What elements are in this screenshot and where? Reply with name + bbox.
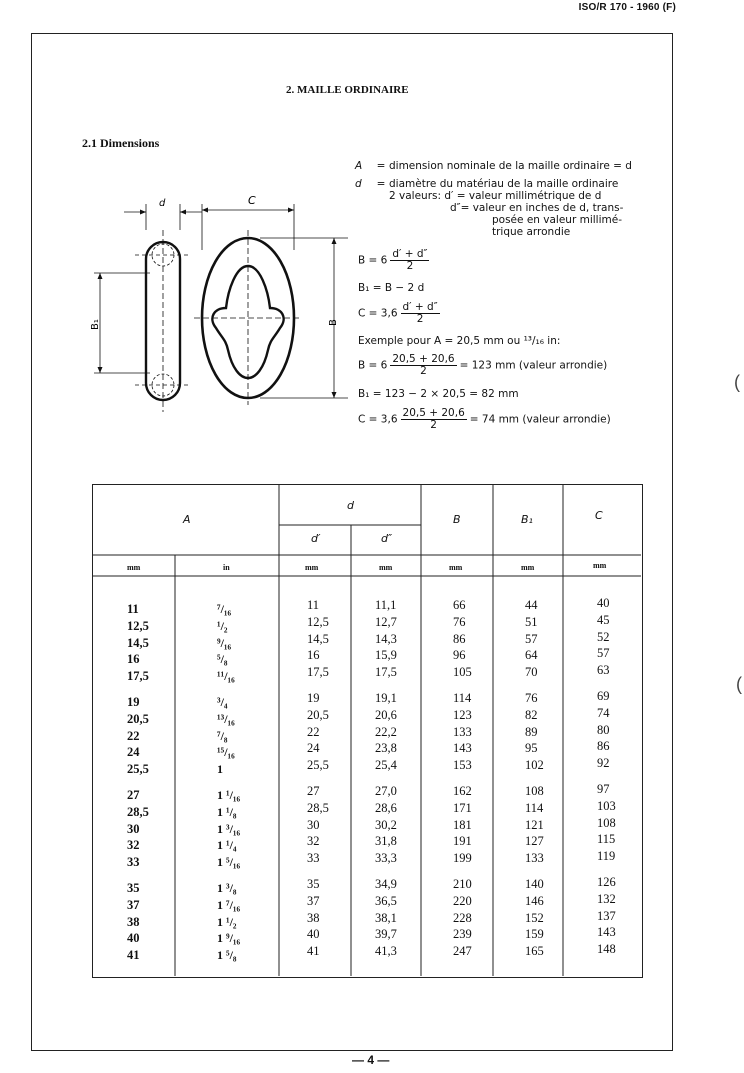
- table-cell: 40: [127, 931, 140, 946]
- punch-hole-mark-bottom: (: [736, 674, 742, 694]
- table-cell: 108: [597, 815, 616, 830]
- table-cell: 137: [597, 908, 616, 923]
- table-cell: 37: [127, 897, 140, 912]
- def-d-1: diamètre du matériau de la maille ordinaire: [389, 178, 619, 190]
- table-cell: 23,8: [375, 741, 397, 756]
- unit-ds: mm: [379, 563, 393, 572]
- table-cell: 14,5: [307, 631, 329, 646]
- table-cell: 89: [525, 724, 538, 739]
- table-cell: 16: [307, 648, 320, 663]
- table-cell: 80: [597, 722, 610, 737]
- table-cell: 25,5: [127, 762, 149, 777]
- table-cell: ¹⁵/₁₆: [217, 745, 235, 760]
- table-cell: 1 ⁵/₈: [217, 948, 237, 963]
- table-cell: 30,2: [375, 817, 397, 832]
- table-cell: 34,9: [375, 876, 397, 891]
- table-cell: 1 ⁷/₁₆: [217, 897, 241, 912]
- formula-c-lhs: C = 3,6: [358, 307, 398, 320]
- formula-c-den: 2: [416, 313, 424, 325]
- formula-b-lhs: B = 6: [358, 254, 388, 267]
- table-cell: 20,5: [127, 711, 149, 726]
- table-cell: 20,5: [307, 707, 329, 722]
- label-c: C: [248, 194, 256, 207]
- table-cell: 96: [453, 648, 466, 663]
- header-b: B: [453, 513, 461, 526]
- table-cell: 11,1: [375, 598, 397, 612]
- column-d-second: [375, 597, 397, 969]
- table-cell: 74: [597, 705, 610, 720]
- formula-c-num: d′ + d″: [402, 301, 438, 313]
- unit-a-in: in: [223, 563, 230, 572]
- table-cell: 103: [597, 798, 616, 813]
- table-cell: 38: [127, 914, 140, 929]
- table-cell: 41: [307, 944, 320, 959]
- table-cell: 22,2: [375, 724, 397, 739]
- table-cell: 28,5: [127, 804, 149, 819]
- table-cell: 220: [453, 893, 472, 908]
- table-cell: 15,9: [375, 648, 397, 663]
- table-cell: 25,4: [375, 758, 397, 773]
- table-cell: 14,3: [375, 631, 397, 646]
- example-c-den: 2: [430, 419, 437, 431]
- table-cell: 33: [127, 855, 140, 870]
- table-cell: 143: [597, 925, 616, 940]
- table-cell: 1 ¹/₂: [217, 914, 237, 929]
- table-cell: ¹¹/₁₆: [217, 669, 235, 684]
- table-cell: 114: [525, 800, 544, 815]
- chain-link-diagram: [90, 190, 360, 415]
- table-cell: 247: [453, 944, 472, 959]
- example-c-rhs: = 74 mm (valeur arrondie): [469, 413, 611, 426]
- sym-a: A: [355, 160, 363, 172]
- table-cell: 115: [597, 832, 616, 847]
- table-cell: 25,5: [307, 758, 329, 773]
- table-cell: 22: [127, 728, 140, 743]
- table-cell: 181: [453, 817, 472, 832]
- table-cell: ¹³/₁₆: [217, 711, 235, 726]
- table-cell: 70: [525, 665, 538, 680]
- table-cell: 228: [453, 910, 472, 925]
- table-cell: ⁷/₈: [217, 728, 228, 743]
- page-number: — 4 —: [352, 1053, 390, 1067]
- table-cell: 28,6: [375, 800, 397, 815]
- table-cell: 57: [597, 646, 610, 661]
- dimensions-table: [92, 484, 643, 978]
- example-title: Exemple pour A = 20,5 mm ou ¹³/₁₆ in:: [358, 335, 561, 347]
- def-a: dimension nominale de la maille ordinaire = d: [389, 160, 632, 172]
- table-cell: 121: [525, 817, 544, 832]
- table-cell: 159: [525, 927, 544, 942]
- table-cell: 12,5: [127, 618, 149, 633]
- table-cell: 95: [525, 741, 538, 756]
- table-cell: 146: [525, 893, 544, 908]
- table-cell: ³/₄: [217, 694, 228, 709]
- table-cell: 191: [453, 834, 472, 849]
- table-grid: [93, 485, 641, 976]
- def-d-2: 2 valeurs: d′ = valeur millimétrique de d: [389, 190, 602, 202]
- table-cell: 17,5: [127, 669, 149, 684]
- document-reference: ISO/R 170 - 1960 (F): [578, 2, 676, 13]
- table-cell: 105: [453, 665, 472, 680]
- table-cell: 17,5: [375, 665, 397, 680]
- table-cell: 38: [307, 910, 320, 925]
- def-d-5: trique arrondie: [492, 226, 571, 238]
- table-cell: 165: [525, 944, 544, 959]
- table-cell: 64: [525, 648, 538, 663]
- table-cell: 1 ¹/₁₆: [217, 787, 241, 802]
- table-cell: 1 ¹/₄: [217, 838, 237, 853]
- table-cell: 35: [307, 876, 320, 891]
- column-b1: [525, 597, 544, 969]
- table-cell: 12,5: [307, 614, 329, 629]
- table-cell: 33,3: [375, 851, 397, 866]
- table-cell: 102: [525, 758, 544, 773]
- table-cell: 76: [453, 614, 466, 629]
- table-cell: 17,5: [307, 665, 329, 680]
- table-cell: 123: [453, 707, 472, 722]
- formula-b: [358, 249, 432, 272]
- formula-b-den: 2: [406, 260, 414, 272]
- table-cell: 199: [453, 851, 472, 866]
- table-cell: 66: [453, 598, 466, 612]
- table-cell: 39,7: [375, 927, 397, 942]
- table-cell: 152: [525, 910, 544, 925]
- formula-b1: B₁ = B − 2 d: [358, 282, 425, 294]
- sym-d: d: [355, 178, 362, 190]
- table-cell: 133: [453, 724, 472, 739]
- table-cell: 38,1: [375, 910, 397, 925]
- example-b-num: 20,5 + 20,6: [392, 353, 455, 365]
- header-c: C: [595, 509, 603, 522]
- table-cell: 11: [307, 598, 320, 612]
- unit-c: mm: [593, 561, 607, 570]
- example-b1: B₁ = 123 − 2 × 20,5 = 82 mm: [358, 388, 519, 400]
- column-a-mm: [127, 601, 149, 973]
- column-a-in: [217, 601, 240, 973]
- table-cell: 162: [453, 783, 472, 798]
- table-cell: 1: [217, 762, 223, 777]
- table-cell: 16: [127, 652, 140, 667]
- table-cell: 11: [127, 602, 139, 616]
- table-cell: ⁹/₁₆: [217, 635, 232, 650]
- unit-b1: mm: [521, 563, 535, 572]
- example-b-den: 2: [420, 365, 427, 377]
- table-cell: 86: [597, 739, 610, 754]
- table-cell: 36,5: [375, 893, 397, 908]
- table-cell: 97: [597, 781, 610, 796]
- table-cell: 27,0: [375, 783, 397, 798]
- table-cell: 45: [597, 612, 610, 627]
- table-cell: 57: [525, 631, 538, 646]
- header-d-second: d″: [381, 532, 393, 545]
- table-cell: 20,6: [375, 707, 397, 722]
- table-cell: 40: [307, 927, 320, 942]
- table-cell: 14,5: [127, 635, 149, 650]
- table-cell: 133: [525, 851, 544, 866]
- header-a: A: [183, 513, 191, 526]
- formula-b-num: d′ + d″: [392, 248, 428, 260]
- table-cell: 143: [453, 741, 472, 756]
- table-cell: 86: [453, 631, 466, 646]
- unit-dp: mm: [305, 563, 319, 572]
- table-cell: 114: [453, 690, 472, 705]
- subsection-title: 2.1 Dimensions: [82, 136, 160, 150]
- table-cell: 1 ³/₁₆: [217, 821, 241, 836]
- example-b: [358, 354, 607, 377]
- column-c: [597, 595, 616, 967]
- table-cell: 32: [307, 834, 320, 849]
- table-cell: 92: [597, 756, 610, 771]
- formula-c: [358, 302, 443, 325]
- table-cell: 210: [453, 876, 472, 891]
- table-cell: 32: [127, 838, 140, 853]
- table-cell: 239: [453, 927, 472, 942]
- table-cell: ¹/₂: [217, 618, 228, 633]
- unit-a-mm: mm: [127, 563, 141, 572]
- table-cell: 41,3: [375, 944, 397, 959]
- table-cell: 24: [127, 745, 140, 760]
- table-cell: 19,1: [375, 690, 397, 705]
- table-cell: 37: [307, 893, 320, 908]
- table-cell: 27: [307, 783, 320, 798]
- table-cell: 19: [307, 690, 320, 705]
- table-cell: 41: [127, 948, 140, 963]
- table-cell: 22: [307, 724, 320, 739]
- table-cell: 27: [127, 787, 140, 802]
- table-cell: 40: [597, 596, 610, 610]
- table-cell: 44: [525, 598, 538, 612]
- table-cell: 30: [307, 817, 320, 832]
- label-d: d: [159, 198, 166, 209]
- unit-b: mm: [449, 563, 463, 572]
- table-cell: 148: [597, 942, 616, 957]
- column-d-prime: [307, 597, 329, 969]
- header-d: d: [347, 499, 354, 512]
- header-d-prime: d′: [311, 532, 321, 545]
- example-b-rhs: = 123 mm (valeur arrondie): [459, 359, 608, 372]
- table-cell: 140: [525, 876, 544, 891]
- table-cell: 19: [127, 694, 140, 709]
- table-cell: 119: [597, 849, 616, 864]
- table-cell: 1 ³/₈: [217, 880, 237, 895]
- label-b1: B₁: [90, 319, 101, 330]
- section-title: 2. MAILLE ORDINAIRE: [286, 84, 409, 96]
- table-cell: 82: [525, 707, 538, 722]
- table-cell: 108: [525, 783, 544, 798]
- example-c-lhs: C = 3,6: [358, 413, 398, 426]
- table-cell: ⁵/₈: [217, 652, 228, 667]
- table-cell: 33: [307, 851, 320, 866]
- label-b: B: [328, 319, 339, 326]
- example-b-lhs: B = 6: [358, 359, 388, 372]
- example-c-num: 20,5 + 20,6: [402, 407, 465, 419]
- table-cell: 63: [597, 663, 610, 678]
- example-c: [358, 408, 611, 431]
- table-cell: 171: [453, 800, 472, 815]
- punch-hole-mark-top: (: [734, 372, 740, 392]
- definitions-block: A = dimension nominale de la maille ordinaire = d d = diamètre du matériau de la maille ordinaire 2 valeurs: d′ = valeur millimétrique de d d″= valeur en inches de d, trans- posée en valeur millimé- trique arrondie: [355, 160, 645, 238]
- table-cell: 132: [597, 891, 616, 906]
- column-b: [453, 597, 472, 969]
- header-b1: B₁: [521, 513, 533, 526]
- table-cell: 76: [525, 690, 538, 705]
- table-cell: 1 ⁵/₁₆: [217, 855, 241, 870]
- table-cell: 31,8: [375, 834, 397, 849]
- table-cell: 28,5: [307, 800, 329, 815]
- table-cell: 12,7: [375, 614, 397, 629]
- table-cell: ⁷/₁₆: [217, 602, 232, 616]
- table-cell: 24: [307, 741, 320, 756]
- table-cell: 52: [597, 629, 610, 644]
- def-d-3: d″= valeur en inches de d, trans-: [450, 202, 624, 214]
- table-cell: 126: [597, 874, 616, 889]
- table-cell: 51: [525, 614, 538, 629]
- table-cell: 30: [127, 821, 140, 836]
- table-cell: 1 ⁹/₁₆: [217, 931, 241, 946]
- table-cell: 127: [525, 834, 544, 849]
- table-cell: 1 ¹/₈: [217, 804, 237, 819]
- def-d-4: posée en valeur millimé-: [492, 214, 622, 226]
- table-cell: 153: [453, 758, 472, 773]
- table-cell: 35: [127, 880, 140, 895]
- table-cell: 69: [597, 688, 610, 703]
